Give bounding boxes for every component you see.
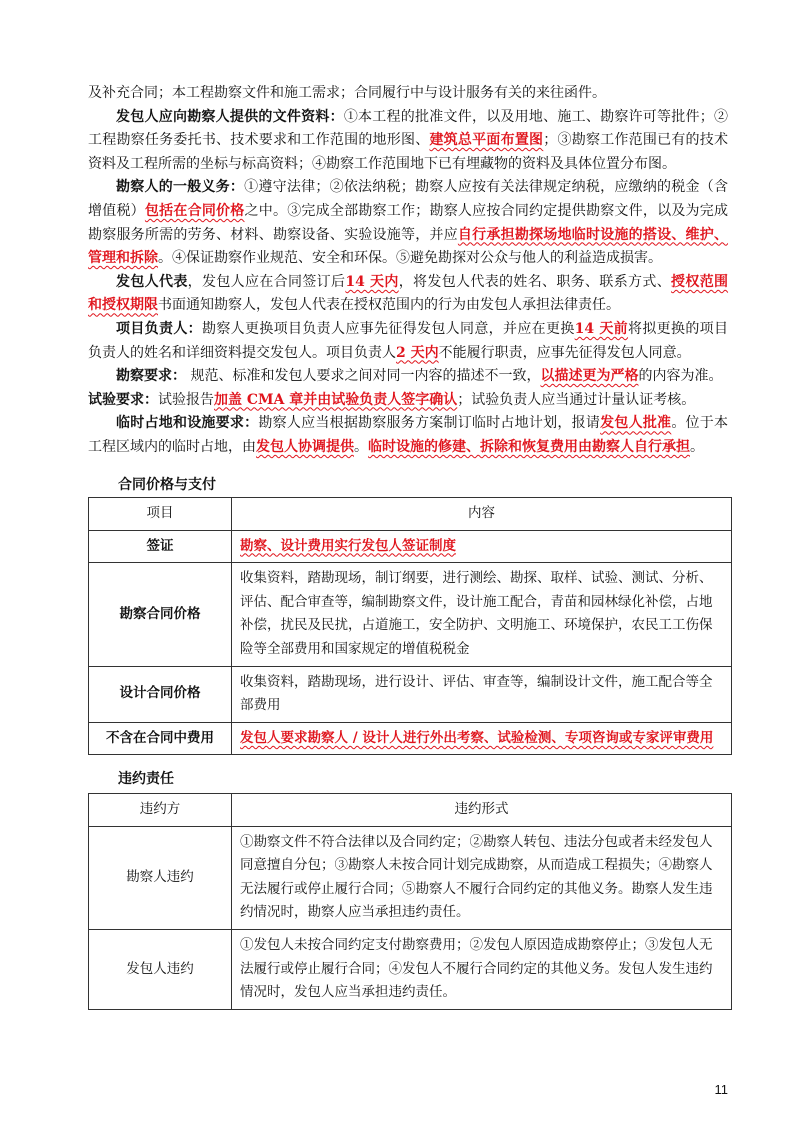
- row-content: 收集资料，踏勘现场，制订纲要，进行测绘、勘探、取样、试验、测试、分析、评估、配合审查等，编制勘察文件，设计施工配合，青苗和园林绿化补偿，占地补偿，扰民及民扰，占道施工，安全防护、文明施工、环境保护，农民工工伤保险等全部费用和国家规定的增值税税金: [232, 563, 732, 666]
- highlight: 加盖 CMA 章并由试验负责人签字确认: [214, 391, 458, 408]
- section-title-price-payment: 合同价格与支付: [118, 477, 216, 493]
- header-content: 内容: [232, 498, 732, 531]
- table-row: [89, 666, 732, 722]
- highlight: 临时设施的修建、拆除和恢复费用由勘察人自行承担: [368, 438, 690, 455]
- row-content: 勘察、设计费用实行发包人签证制度: [232, 530, 732, 563]
- lead-term: 试验要求：: [88, 391, 158, 408]
- row-party: 发包人违约: [89, 929, 232, 1009]
- lead-term: 发包人应向勘察人提供的文件资料：: [116, 108, 344, 125]
- table-header-row: [89, 498, 732, 531]
- row-item: 勘察合同价格: [89, 563, 232, 666]
- header-item: 项目: [89, 498, 232, 531]
- body-text: [88, 82, 728, 460]
- highlight: 14 天前: [574, 320, 629, 337]
- lead-term: 发包人代表: [116, 273, 188, 290]
- paragraph-test-requirements: 试验要求：试验报告加盖 CMA 章并由试验负责人签字确认；试验负责人应当通过计量认证考核。: [88, 391, 696, 408]
- row-party: 勘察人违约: [89, 826, 232, 929]
- row-content: ①勘察文件不符合法律以及合同约定；②勘察人转包、违法分包或者未经发包人同意擅自分包；③勘察人未按合同计划完成勘察，从而造成工程损失；④勘察人无法履行或停止履行合同；⑤勘察人不履行合同约定的其他义务。勘察人发生违约情况时，勘察人应当承担违约责任。: [232, 826, 732, 929]
- highlight: 2 天内: [396, 344, 439, 361]
- header-party: 违约方: [89, 794, 232, 827]
- header-form: 违约形式: [232, 794, 732, 827]
- table-row: [89, 563, 732, 666]
- row-content: 收集资料，踏勘现场，进行设计、评估、审查等，编制设计文件，施工配合等全部费用: [232, 666, 732, 722]
- paragraph-continuation: 及补充合同；本工程勘察文件和施工需求；合同履行中与设计服务有关的来往函件。: [88, 85, 606, 101]
- row-content: 发包人要求勘察人 / 设计人进行外出考察、试验检测、专项咨询或专家评审费用: [232, 722, 732, 755]
- lead-term: 勘察要求：: [116, 368, 186, 385]
- row-item: 不含在合同中费用: [89, 722, 232, 755]
- paragraph-surveyor-obligations: 勘察人的一般义务：①遵守法律；②依法纳税；勘察人应按有关法律规定纳税，应缴纳的税金（含增值税）包括在合同价格之中。③完成全部勘察工作；勘察人应按合同约定提供勘察文件，以及为完成勘察服务所需的劳务、材料、勘察设备、实验设施等，并应自行承担勘探场地临时设施的搭设、维护、管理和拆除。④保证勘察作业规范、安全和环保。⑤避免勘探对公众与他人的利益造成损害。: [88, 179, 729, 267]
- row-item: 设计合同价格: [89, 666, 232, 722]
- lead-term: 项目负责人：: [116, 320, 202, 337]
- highlight: 发包人协调提供: [256, 438, 354, 455]
- highlight: 以描述更为严格: [540, 368, 639, 385]
- paragraph-project-manager: 项目负责人：勘察人更换项目负责人应事先征得发包人同意，并应在更换14 天前将拟更换的项目负责人的姓名和详细资料提交发包人。项目负责人2 天内不能履行职责，应事先征得发包人同意。: [88, 320, 729, 361]
- table-price-payment: [88, 497, 732, 755]
- paragraph-employer-representative: 发包人代表，发包人应在合同签订后14 天内，将发包人代表的姓名、职务、联系方式、授权范围和授权期限书面通知勘察人，发包人代表在授权范围内的行为由发包人承担法律责任。: [88, 273, 729, 314]
- highlight: 建筑总平面布置图: [429, 132, 544, 149]
- section-title-liability: 违约责任: [118, 771, 174, 787]
- row-item: 签证: [89, 530, 232, 563]
- table-row: [89, 826, 732, 929]
- lead-term: 勘察人的一般义务：: [116, 179, 245, 196]
- table-liability: [88, 793, 732, 1010]
- highlight: 14 天内: [345, 273, 399, 290]
- highlight: 包括在合同价格: [144, 202, 245, 219]
- highlight: 自行承担勘探场地临时设施的搭设、维护、管理和拆除: [88, 226, 729, 267]
- paragraph-temporary-land: 临时占地和设施要求：勘察人应当根据勘察服务方案制订临时占地计划，报请发包人批准。位于本工程区域内的临时占地，由发包人协调提供。临时设施的修建、拆除和恢复费用由勘察人自行承担。: [88, 415, 729, 455]
- paragraph-survey-requirements: 勘察要求： 规范、标准和发包人要求之间对同一内容的描述不一致，以描述更为严格的内容为准。: [116, 368, 723, 385]
- page-number: 11: [714, 1082, 728, 1097]
- paragraph-employer-documents: 发包人应向勘察人提供的文件资料：①本工程的批准文件，以及用地、施工、勘察许可等批件；②工程勘察任务委托书、技术要求和工作范围的地形图、建筑总平面布置图；③勘察工作范围已有的技术资料及工程所需的坐标与标高资料；④勘察工作范围地下已有埋藏物的资料及具体位置分布图。: [88, 108, 729, 172]
- table-row: [89, 929, 732, 1009]
- row-content: ①发包人未按合同约定支付勘察费用；②发包人原因造成勘察停止；③发包人无法履行或停止履行合同；④发包人不履行合同约定的其他义务。发包人发生违约情况时，发包人应当承担违约责任。: [232, 929, 732, 1009]
- table-row: [89, 722, 732, 755]
- lead-term: 临时占地和设施要求：: [116, 415, 259, 432]
- table-row: [89, 530, 732, 563]
- highlight: 发包人批准: [600, 415, 672, 432]
- highlight: 授权范围和授权期限: [88, 273, 729, 314]
- table-header-row: [89, 794, 732, 827]
